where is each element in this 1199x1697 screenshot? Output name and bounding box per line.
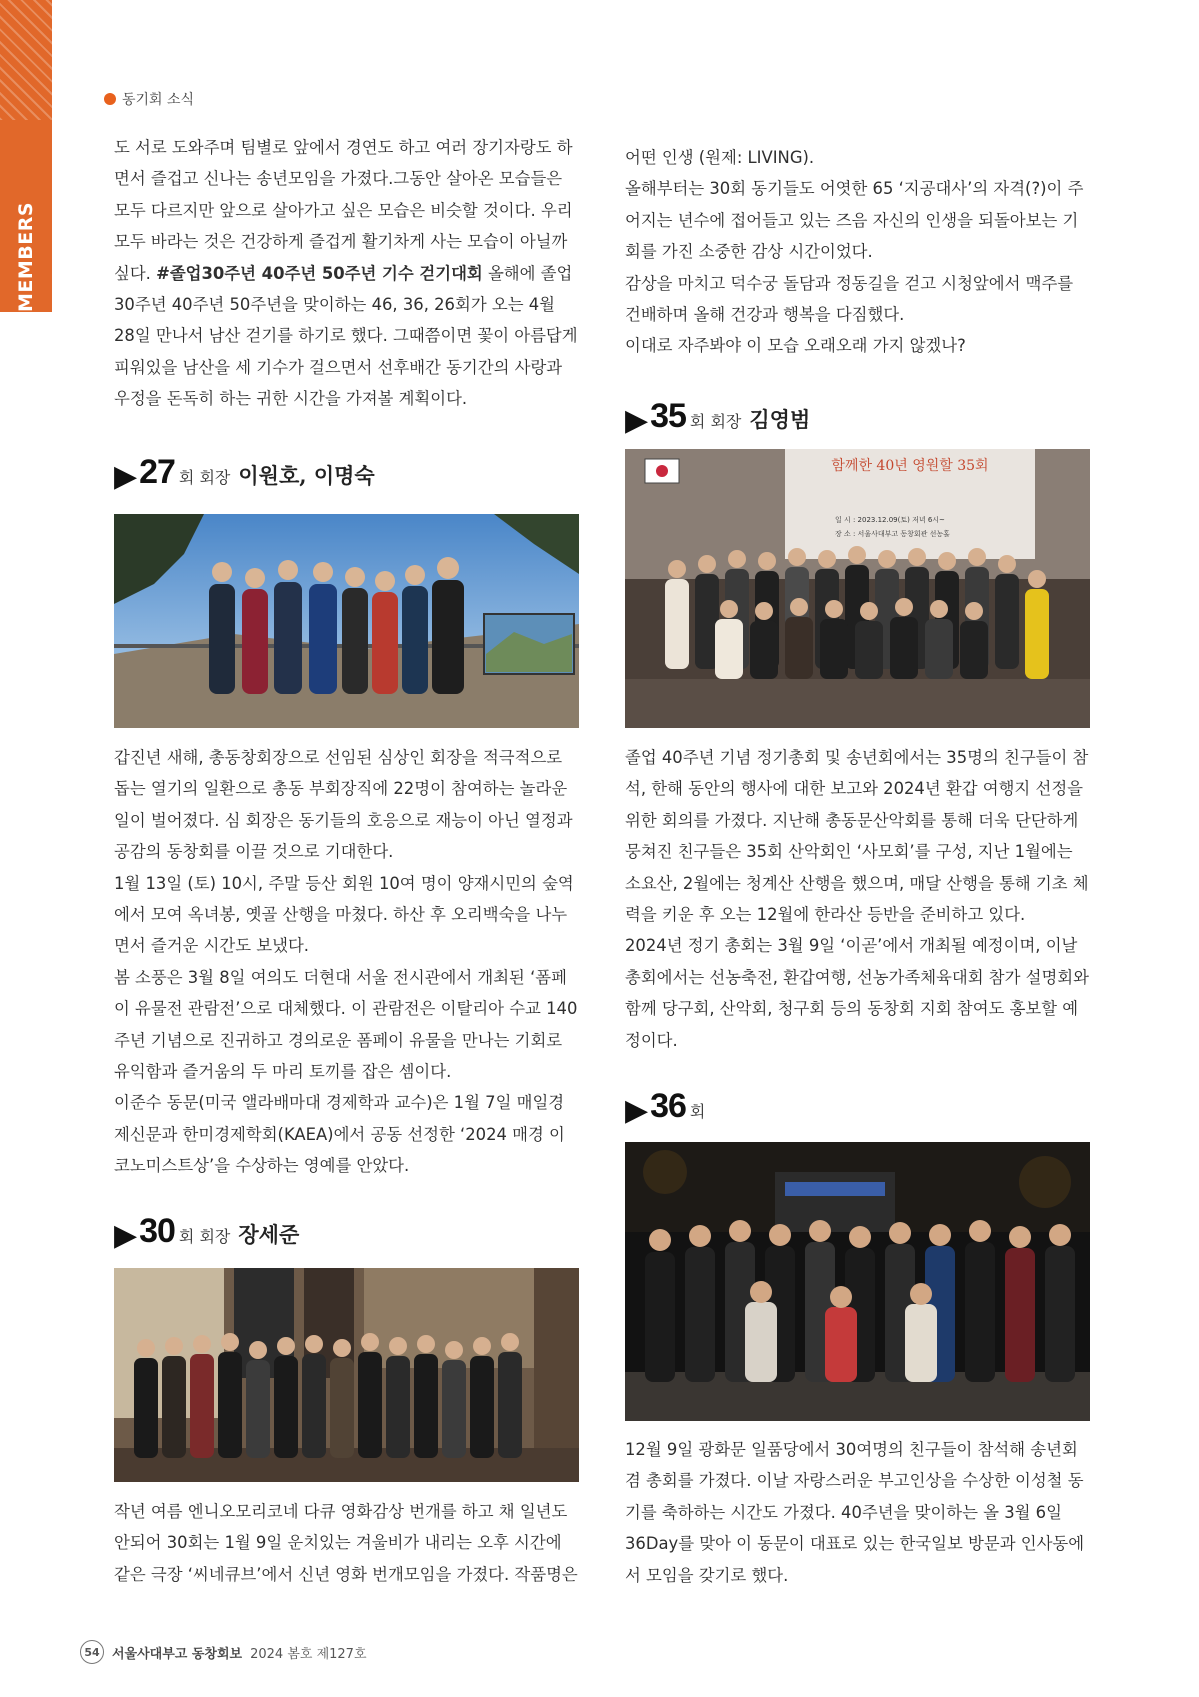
side-label: MEMBERS NEWS [15, 201, 73, 312]
photo-27-hikers [114, 514, 579, 728]
bullet-dot-icon [104, 93, 116, 105]
class-number: 36 [650, 1087, 686, 1125]
heading-35 [625, 397, 810, 436]
photo-36-night [625, 1142, 1090, 1421]
paragraph: 1월 13일 (토) 10시, 주말 등산 회원 10여 명이 양재시민의 숲역에서 모여 옥녀봉, 옛골 산행을 마쳤다. 하산 후 오리백숙을 나누면서 즐거운 시간도 보냈다. [114, 873, 574, 956]
section-tag [104, 89, 194, 109]
class-suffix: 회 [689, 1102, 706, 1121]
page-footer [80, 1640, 367, 1664]
banner-title: 함께한 40년 영원할 35회 [831, 458, 989, 474]
band-pattern [0, 0, 52, 120]
paragraph: 12월 9일 광화문 일품당에서 30여명의 친구들이 참석해 송년회 겸 총회를 가졌다. 이날 자랑스러운 부고인상을 수상한 이성철 동기를 축하하는 시간도 가졌다. 40주년을 맞이하는 올 3월 6일 36Day를 맞아 이 동문이 대표로 있는 한국일보 방문과 인사동에서 모임을 갖기로 했다. [625, 1440, 1085, 1585]
intro-part-2: 올해에 졸업 30주년 40주년 50주년을 맞이하는 46, 36, 26회가 오는 4월 28일 만나서 남산 걷기를 하기로 했다. 그때쯤이면 꽃이 아름답게 피워있을 남산을 세 기수가 걸으면서 선후배간 동기간의 사랑과 우정을 돈독히 하는 귀한 시간을 가져볼 계획이다. [114, 263, 578, 409]
paragraph: 어떤 인생 (원제: LIVING). [625, 148, 815, 167]
heading-27 [114, 453, 375, 492]
banner-line-2: 장 소 : 서울사대부고 동창회관 선농홀 [835, 530, 950, 538]
president-name: 장세준 [238, 1222, 300, 1247]
triangle-arrow-icon: ▶ [625, 1093, 649, 1128]
paragraph: 갑진년 새해, 총동창회장으로 선임된 심상인 회장을 적극적으로 돕는 열기의 일환으로 총동 부회장직에 22명이 참여하는 놀라운 일이 벌어졌다. 심 회장은 동기들의 호응으로 재능이 아닌 열정과 공감의 동창회를 이끌 것으로 기대한다. [114, 748, 573, 862]
paragraph: 졸업 40주년 기념 정기총회 및 송년회에서는 35명의 친구들이 참석, 한해 동안의 행사에 대한 보고와 2024년 환갑 여행지 선정을 위한 회의를 가졌다. 지난해 총동문산악회를 통해 더욱 단단하게 뭉쳐진 친구들은 35회 산악회인 ‘사모회’를 구성, 지난 1월에는 소요산, 2월에는 청계산 산행을 했으며, 매달 산행을 통해 기초 체력을 키운 후 오는 12월에 한라산 등반을 준비하고 있다. [625, 748, 1089, 925]
intro-part-1: 도 서로 도와주며 팀별로 앞에서 경연도 하고 여러 장기자랑도 하면서 즐겁고 신나는 송년모임을 가졌다.그동안 살아온 모습들은 모두 다르지만 앞으로 살아가고 싶은 모습은 비슷할 것이다. 우리 모두 바라는 것은 건강하게 즐겁게 활기차게 사는 모습이 아닐까 싶다. [114, 138, 573, 283]
text-30 [114, 1496, 579, 1590]
triangle-arrow-icon: ▶ [625, 403, 649, 438]
section-tag-label: 동기회 소식 [122, 92, 195, 108]
paragraph: 2024년 정기 총회는 3월 9일 ‘이곧’에서 개최될 예정이며, 이날 총회에서는 선농축전, 환갑여행, 선농가족체육대회 참가 설명회와 함께 당구회, 산악회, 청구회 등의 동창회 지회 참여도 홍보할 예정이다. [625, 936, 1089, 1050]
text-36 [625, 1434, 1090, 1591]
paragraph: 올해부터는 30회 동기들도 어엿한 65 ‘지공대사’의 자격(?)이 주어지는 년수에 접어들고 있는 즈음 자신의 인생을 되돌아보는 기회를 가진 소중한 감상 시간이었다. [625, 179, 1084, 262]
paragraph: 봄 소풍은 3월 8일 여의도 더현대 서울 전시관에서 개최된 ‘폼페이 유물전 관람전’으로 대체했다. 이 관람전은 이탈리아 수교 140주년 기념으로 진귀하고 경의로운 폼페이 유물을 만나는 기회로 유익함과 즐거움의 두 마리 토끼를 잡은 셈이다. [114, 967, 578, 1082]
photo-30-theater [114, 1268, 579, 1482]
class-number: 35 [650, 397, 686, 435]
triangle-arrow-icon: ▶ [114, 459, 138, 494]
president-name: 김영범 [749, 407, 811, 432]
text-35 [625, 742, 1090, 1056]
class-president-label: 회 회장 [178, 468, 231, 487]
paragraph: 작년 여름 엔니오모리코네 다큐 영화감상 번개를 하고 채 일년도 안되어 30회는 1월 9일 운치있는 겨울비가 내리는 오후 시간에 같은 극장 ‘씨네큐브’에서 신년 영화 번개모임을 가졌다. 작품명은 [114, 1502, 578, 1584]
photo-35-gathering [625, 449, 1090, 728]
intro-text [114, 132, 579, 415]
intro-hashtag: #졸업30주년 40주년 50주년 기수 걷기대회 [156, 263, 483, 283]
issue-label: 2024 봄호 제127호 [250, 1646, 367, 1662]
heading-36 [625, 1087, 705, 1126]
intro-paragraph [114, 132, 579, 415]
paragraph: 감상을 마치고 덕수궁 돌담과 정동길을 걷고 시청앞에서 맥주를 건배하며 올해 건강과 행복을 다짐했다. [625, 273, 1074, 325]
text-30-continued [625, 142, 1090, 362]
class-number: 30 [139, 1212, 175, 1250]
class-president-label: 회 회장 [689, 412, 742, 431]
paragraph: 이준수 동문(미국 앨라배마대 경제학과 교수)은 1월 7일 매일경제신문과 한미경제학회(KAEA)에서 공동 선정한 ‘2024 매경 이코노미스트상’을 수상하는 영예를 안았다. [114, 1093, 565, 1176]
class-president-label: 회 회장 [178, 1227, 231, 1246]
heading-30 [114, 1212, 299, 1251]
class-number: 27 [139, 453, 175, 491]
triangle-arrow-icon: ▶ [114, 1218, 138, 1253]
page-number: 54 [80, 1640, 104, 1664]
banner-line-1: 일 시 : 2023.12.09(토) 저녁 6시~ [835, 516, 945, 524]
text-27 [114, 742, 579, 1182]
publication-name: 서울사대부고 동창회보 [112, 1646, 243, 1662]
president-name: 이원호, 이명숙 [238, 463, 375, 488]
paragraph: 이대로 자주봐야 이 모습 오래오래 가지 않겠나? [625, 336, 966, 356]
